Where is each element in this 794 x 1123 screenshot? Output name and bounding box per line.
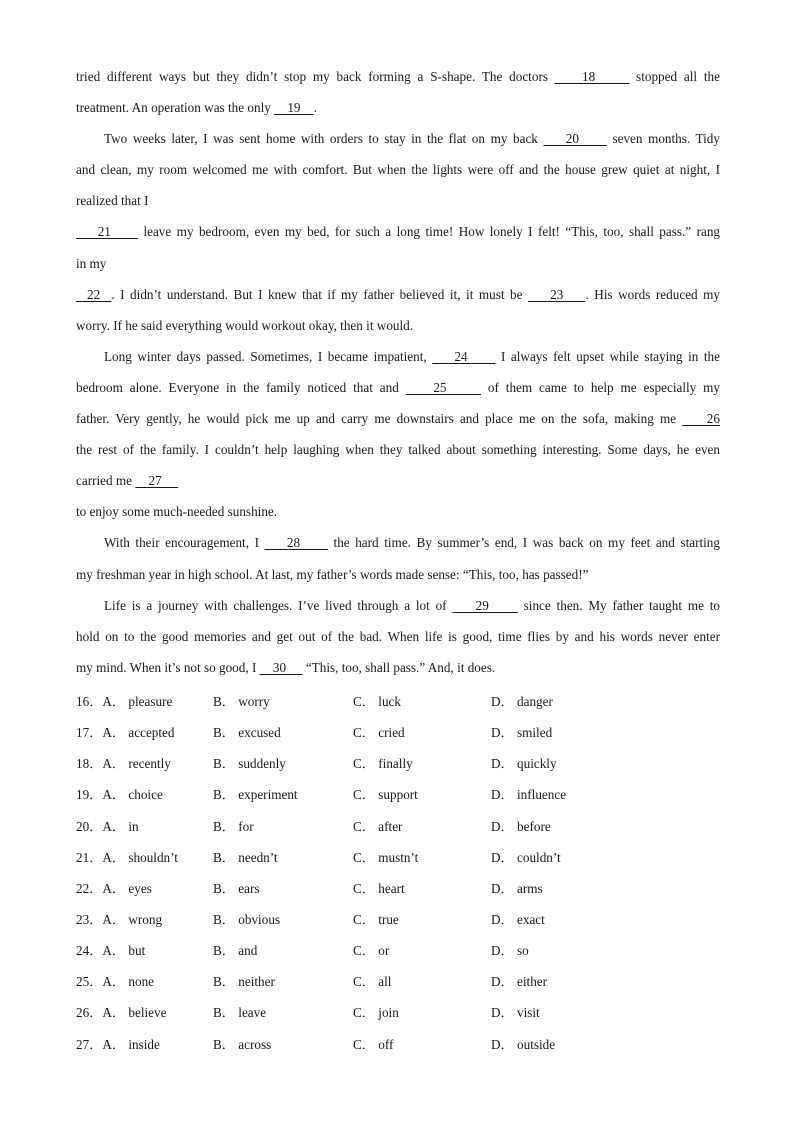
option-c[interactable]: C． off [353, 1036, 394, 1052]
text: seven months. Tidy [606, 131, 720, 147]
text: tried different ways but they didn’t stop my back forming a S-shape. The doctors [76, 69, 555, 84]
option-a[interactable]: 20．A． in [76, 818, 139, 834]
text: of them came to help me especially my [481, 379, 721, 395]
option-b[interactable]: B． neither [213, 974, 275, 990]
question-row [76, 873, 716, 904]
text: “This, too, shall pass.” And, it does. [302, 659, 496, 675]
text: leave my bedroom, even my bed, for such a long time! How lonely I felt! “This, too, shall pass.” rang [138, 224, 721, 240]
passage-line [76, 527, 720, 558]
option-d[interactable]: D． before [491, 818, 551, 834]
option-c[interactable]: C． after [353, 818, 403, 834]
option-b[interactable]: B． needn’t [213, 849, 278, 865]
option-a[interactable]: 19．A． choice [76, 787, 163, 803]
text: With their encouragement, I [104, 535, 265, 551]
option-b[interactable]: B． leave [213, 1005, 267, 1021]
blank-30[interactable]: 30 [259, 659, 303, 675]
blank-18[interactable]: 18 [554, 69, 630, 84]
answer-options [76, 686, 716, 1060]
option-c[interactable]: C． true [353, 911, 399, 927]
option-b[interactable]: B． across [213, 1036, 272, 1052]
text: father. Very gently, he would pick me up and carry me downstairs and place me on the sofa, making me [76, 411, 683, 427]
question-row [76, 686, 716, 717]
option-b[interactable]: B． excused [213, 725, 281, 741]
option-b[interactable]: B． and [213, 943, 258, 959]
option-a[interactable]: 24．A． but [76, 943, 146, 959]
passage-line [76, 590, 720, 621]
option-c[interactable]: C． support [353, 787, 418, 803]
option-c[interactable]: C． heart [353, 880, 405, 896]
text: my mind. When it’s not so good, I [76, 659, 260, 675]
passage-line [76, 216, 720, 247]
option-a[interactable]: 22．A． eyes [76, 880, 152, 896]
text: . I didn’t understand. But I knew that if my father believed it, it must be [111, 286, 529, 302]
question-row [76, 842, 716, 873]
passage-line [76, 341, 720, 372]
blank-29[interactable]: 29 [452, 597, 518, 613]
option-a[interactable]: 21．A． shouldn’t [76, 849, 178, 865]
option-d[interactable]: D． so [491, 943, 529, 959]
option-d[interactable]: D． either [491, 974, 548, 990]
blank-24[interactable]: 24 [432, 348, 496, 364]
question-row [76, 1029, 716, 1060]
question-row [76, 935, 716, 966]
passage-line [76, 61, 720, 92]
blank-22[interactable]: 22 [76, 286, 112, 302]
blank-25[interactable]: 25 [405, 379, 482, 395]
text: I always felt upset while staying in the [495, 348, 721, 364]
option-d[interactable]: D． arms [491, 880, 543, 896]
option-a[interactable]: 26．A． believe [76, 1005, 167, 1021]
text: . [313, 100, 317, 116]
blank-20[interactable]: 20 [543, 131, 607, 147]
passage-line [76, 465, 720, 496]
option-d[interactable]: D． smiled [491, 725, 553, 741]
option-c[interactable]: C． luck [353, 694, 401, 709]
passage-line: in my [76, 255, 107, 271]
passage-line: realized that I [76, 193, 149, 209]
option-c[interactable]: C． finally [353, 756, 413, 772]
option-a[interactable]: 16．A． pleasure [76, 694, 173, 709]
option-c[interactable]: C． join [353, 1005, 399, 1021]
option-b[interactable]: B． ears [213, 880, 260, 896]
text: . His words reduced my [585, 286, 721, 302]
blank-26[interactable]: 26 [682, 411, 720, 427]
passage-line: my freshman year in high school. At last, my father’s words made sense: “This, too, has passed!” [76, 566, 589, 582]
option-a[interactable]: 23．A． wrong [76, 911, 163, 927]
option-a[interactable]: 17．A． accepted [76, 725, 175, 741]
option-b[interactable]: B． worry [213, 694, 270, 709]
passage-line: to enjoy some much-needed sunshine. [76, 504, 278, 520]
blank-23[interactable]: 23 [528, 286, 586, 302]
option-c[interactable]: C． mustn’t [353, 849, 419, 865]
blank-27[interactable]: 27 [135, 473, 179, 489]
option-b[interactable]: B． experiment [213, 787, 298, 803]
option-d[interactable]: D． outside [491, 1036, 556, 1052]
passage-line [76, 652, 720, 683]
option-d[interactable]: D． visit [491, 1005, 540, 1021]
question-row [76, 904, 716, 935]
passage [76, 61, 720, 683]
option-a[interactable]: 18．A． recently [76, 756, 171, 772]
option-d[interactable]: D． influence [491, 787, 567, 803]
text: the hard time. By summer’s end, I was back on my feet and starting [327, 535, 720, 551]
question-row [76, 997, 716, 1028]
passage-line: and clean, my room welcomed me with comfort. But when the lights were off and the house grew quiet at night, I [76, 162, 720, 178]
option-a[interactable]: 27．A． inside [76, 1036, 160, 1052]
option-d[interactable]: D． danger [491, 694, 553, 709]
passage-line: the rest of the family. I couldn’t help laughing when they talked about something interesting. Some days, he even [76, 442, 720, 458]
text: stopped all the [629, 69, 720, 84]
blank-28[interactable]: 28 [264, 535, 328, 551]
passage-line [76, 92, 720, 123]
text: Two weeks later, I was sent home with orders to stay in the flat on my back [104, 131, 544, 147]
question-row [76, 748, 716, 779]
passage-line [76, 123, 720, 154]
text: since then. My father taught me to [517, 597, 720, 613]
option-d[interactable]: D． exact [491, 911, 545, 927]
question-row [76, 717, 716, 748]
text: Life is a journey with challenges. I’ve lived through a lot of [104, 597, 453, 613]
text: carried me [76, 473, 136, 489]
option-c[interactable]: C． cried [353, 725, 405, 741]
option-c[interactable]: C． or [353, 943, 390, 959]
passage-line: worry. If he said everything would workout okay, then it would. [76, 317, 414, 333]
passage-line [76, 403, 720, 434]
option-b[interactable]: B． obvious [213, 911, 281, 927]
option-a[interactable]: 25．A． none [76, 974, 155, 990]
blank-19[interactable]: 19 [274, 100, 314, 116]
question-row [76, 811, 716, 842]
passage-line [76, 372, 720, 403]
text: bedroom alone. Everyone in the family noticed that and [76, 379, 406, 395]
passage-line [76, 279, 720, 310]
option-c[interactable]: C． all [353, 974, 392, 990]
passage-line: hold on to the good memories and get out of the bad. When life is good, time flies by and his words never enter [76, 628, 720, 644]
option-d[interactable]: D． quickly [491, 756, 557, 772]
question-row [76, 966, 716, 997]
option-b[interactable]: B． for [213, 818, 254, 834]
option-b[interactable]: B． suddenly [213, 756, 286, 772]
blank-21[interactable]: 21 [76, 224, 139, 240]
question-row [76, 779, 716, 810]
option-d[interactable]: D． couldn’t [491, 849, 561, 865]
text: Long winter days passed. Sometimes, I became impatient, [104, 348, 433, 364]
text: treatment. An operation was the only [76, 100, 275, 116]
